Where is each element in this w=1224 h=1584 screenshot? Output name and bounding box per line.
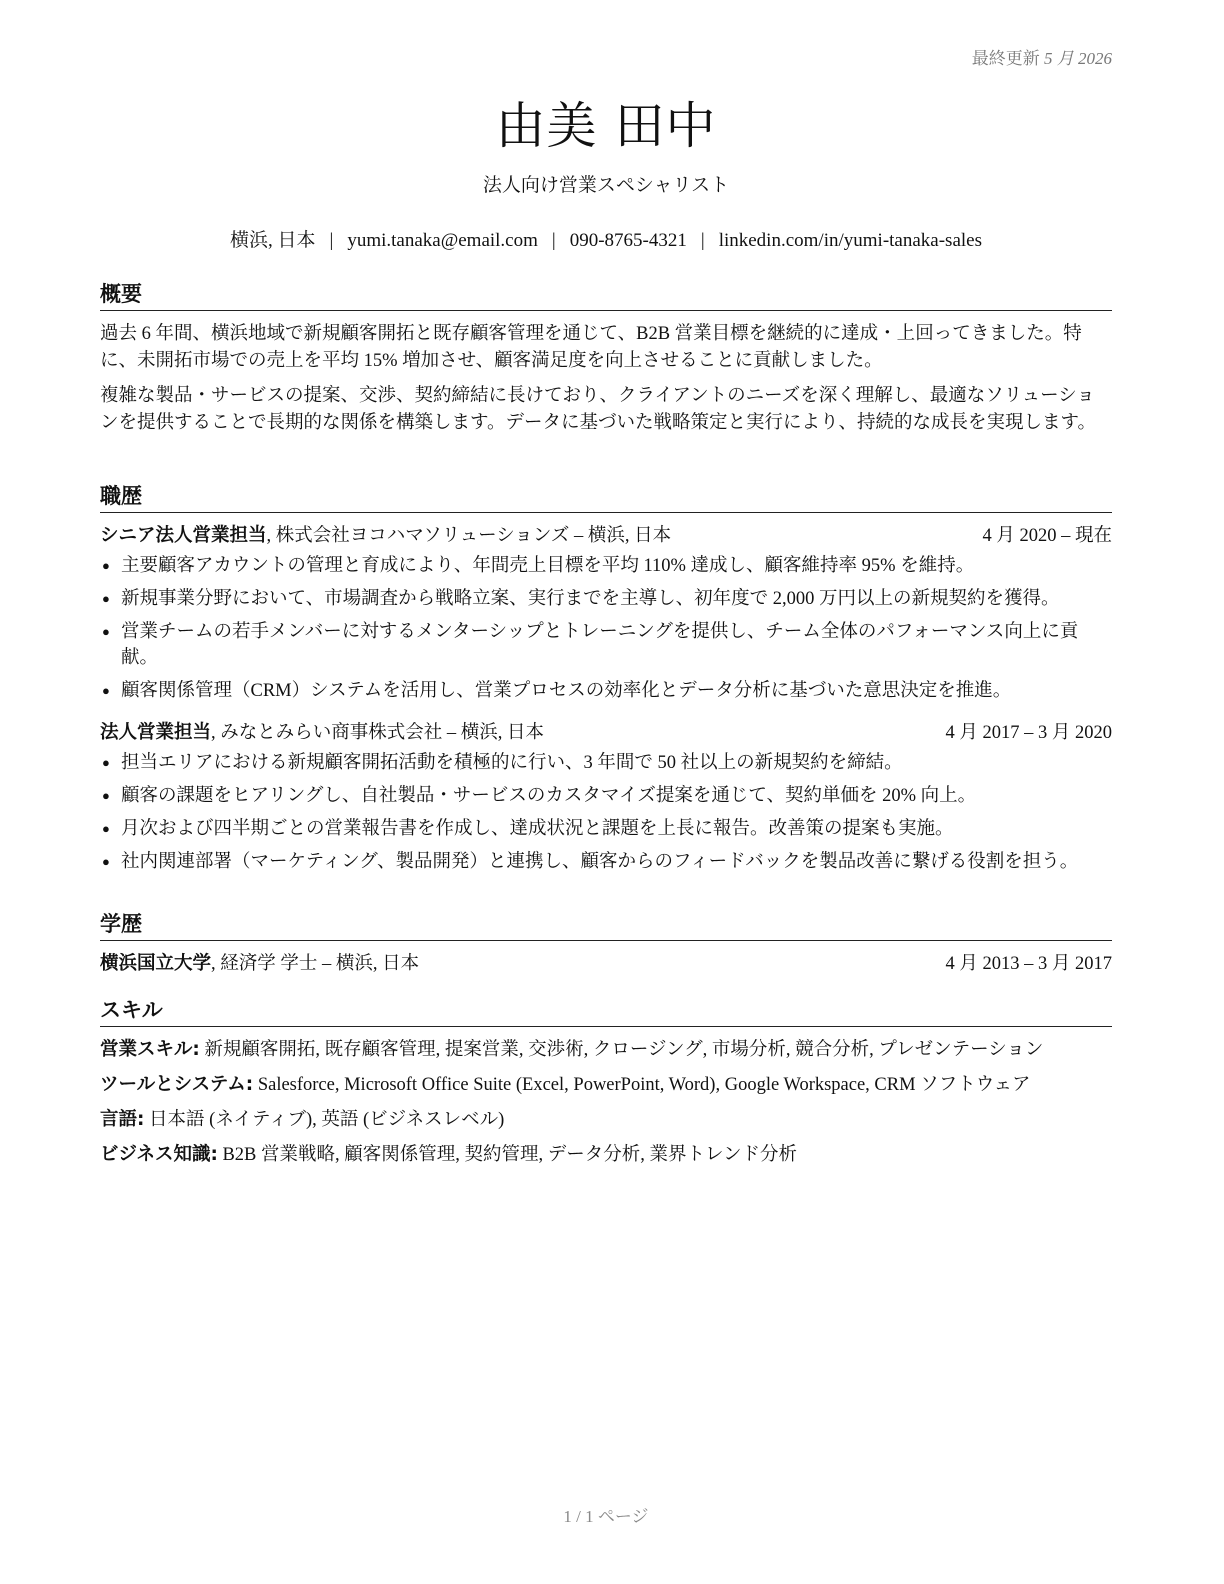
education-detail: , 経済学 学士 – 横浜, 日本 <box>211 954 420 974</box>
skills-section <box>100 994 1112 1177</box>
job-bullet: ● 主要顧客アカウントの管理と育成により、年間売上目標を平均 110% 達成し、顧客維持率 95% を維持。 <box>100 553 1112 579</box>
contact-linkedin[interactable]: linkedin.com/in/yumi-tanaka-sales <box>718 230 982 251</box>
job-header <box>100 523 1112 549</box>
candidate-headline: 法人向け営業スペシャリスト <box>482 175 730 196</box>
summary-paragraph: 過去 6 年間、横浜地域で新規顧客開拓と既存顧客管理を通じて、B2B 営業目標を継続的に達成・上回ってきました。特に、未開拓市場での売上を平均 15% 増加させ、顧客満足度を向上させることに貢献しました。 <box>100 324 1082 371</box>
job-bullet: ● 月次および四半期ごとの営業報告書を作成し、達成状況と課題を上長に報告。改善策の提案も実施。 <box>100 816 1112 842</box>
job-entry <box>100 523 1112 704</box>
section-title-skills: スキル <box>100 994 1112 1027</box>
last-updated <box>972 44 1112 69</box>
job-role: 法人営業担当 <box>100 722 212 743</box>
job-dates: 4 月 2020 – 現在 <box>982 526 1112 546</box>
contact-separator: | <box>700 230 705 251</box>
job-bullets <box>100 750 1112 875</box>
skill-row <box>100 1107 1112 1133</box>
job-org: , みなとみらい商事株式会社 – 横浜, 日本 <box>211 723 545 743</box>
skill-row <box>100 1142 1112 1168</box>
candidate-name: 由美 田中 <box>495 97 717 155</box>
section-title-experience: 職歴 <box>100 480 1112 513</box>
skill-label: ツールとシステム: <box>100 1074 254 1095</box>
page-indicator: 1 / 1 ページ <box>563 1507 649 1526</box>
contact-email[interactable]: yumi.tanaka@email.com <box>347 230 538 251</box>
skill-value: B2B 営業戦略, 顧客関係管理, 契約管理, データ分析, 業界トレンド分析 <box>217 1145 798 1165</box>
job-bullet: ● 営業チームの若手メンバーに対するメンターシップとトレーニングを提供し、チーム全体のパフォーマンス向上に貢献。 <box>100 619 1112 671</box>
last-updated-label: 最終更新 <box>971 49 1040 68</box>
experience-section <box>100 480 1112 882</box>
contact-line <box>100 225 1112 252</box>
skill-label: ビジネス知識: <box>100 1144 218 1165</box>
job-bullet: ● 新規事業分野において、市場調査から戦略立案、実行までを主導し、初年度で 2,000 万円以上の新規契約を獲得。 <box>100 586 1112 612</box>
education-entry <box>100 951 1112 977</box>
job-bullet: ● 顧客関係管理（CRM）システムを活用し、営業プロセスの効率化とデータ分析に基づいた意思決定を推進。 <box>100 678 1112 704</box>
education-section <box>100 908 1112 977</box>
job-bullets <box>100 553 1112 704</box>
summary-section <box>100 278 1112 445</box>
job-bullet: ● 顧客の課題をヒアリングし、自社製品・サービスのカスタマイズ提案を通じて、契約単価を 20% 向上。 <box>100 783 1112 809</box>
job-header <box>100 720 1112 746</box>
education-school: 横浜国立大学 <box>100 953 212 974</box>
job-bullet: ● 担当エリアにおける新規顧客開拓活動を積極的に行い、3 年間で 50 社以上の新規契約を締結。 <box>100 750 1112 776</box>
skill-label: 言語: <box>100 1109 145 1130</box>
contact-separator: | <box>329 230 334 251</box>
skill-value: 新規顧客開拓, 既存顧客管理, 提案営業, 交渉術, クロージング, 市場分析, 競合分析, プレゼンテーション <box>199 1040 1044 1060</box>
skill-row <box>100 1072 1112 1098</box>
education-dates: 4 月 2013 – 3 月 2017 <box>945 954 1112 974</box>
skill-row <box>100 1037 1112 1063</box>
job-dates: 4 月 2017 – 3 月 2020 <box>945 723 1112 743</box>
section-title-education: 学歴 <box>100 908 1112 941</box>
job-org: , 株式会社ヨコハマソリューションズ – 横浜, 日本 <box>266 526 672 546</box>
contact-location: 横浜, 日本 <box>230 230 316 251</box>
job-entry <box>100 720 1112 875</box>
summary-paragraph: 複雑な製品・サービスの提案、交渉、契約締結に長けており、クライアントのニーズを深く理解し、最適なソリューションを提供することで長期的な関係を構築します。データに基づいた戦略策定と実行により、持続的な成長を実現します。 <box>100 386 1097 433</box>
section-title-summary: 概要 <box>100 278 1112 311</box>
skill-value: 日本語 (ネイティブ), 英語 (ビジネスレベル) <box>144 1110 505 1130</box>
skill-value: Salesforce, Microsoft Office Suite (Excel, PowerPoint, Word), Google Workspace, CRM ソフトウェア <box>253 1075 1031 1095</box>
last-updated-date: 5 月 2026 <box>1044 49 1112 68</box>
job-bullet: ● 社内関連部署（マーケティング、製品開発）と連携し、顧客からのフィードバックを製品改善に繋げる役割を担う。 <box>100 849 1112 875</box>
job-role: シニア法人営業担当 <box>100 525 267 546</box>
resume-page <box>100 0 1112 1584</box>
contact-separator: | <box>551 230 556 251</box>
contact-phone: 090-8765-4321 <box>569 230 687 251</box>
skill-label: 営業スキル: <box>100 1039 200 1060</box>
